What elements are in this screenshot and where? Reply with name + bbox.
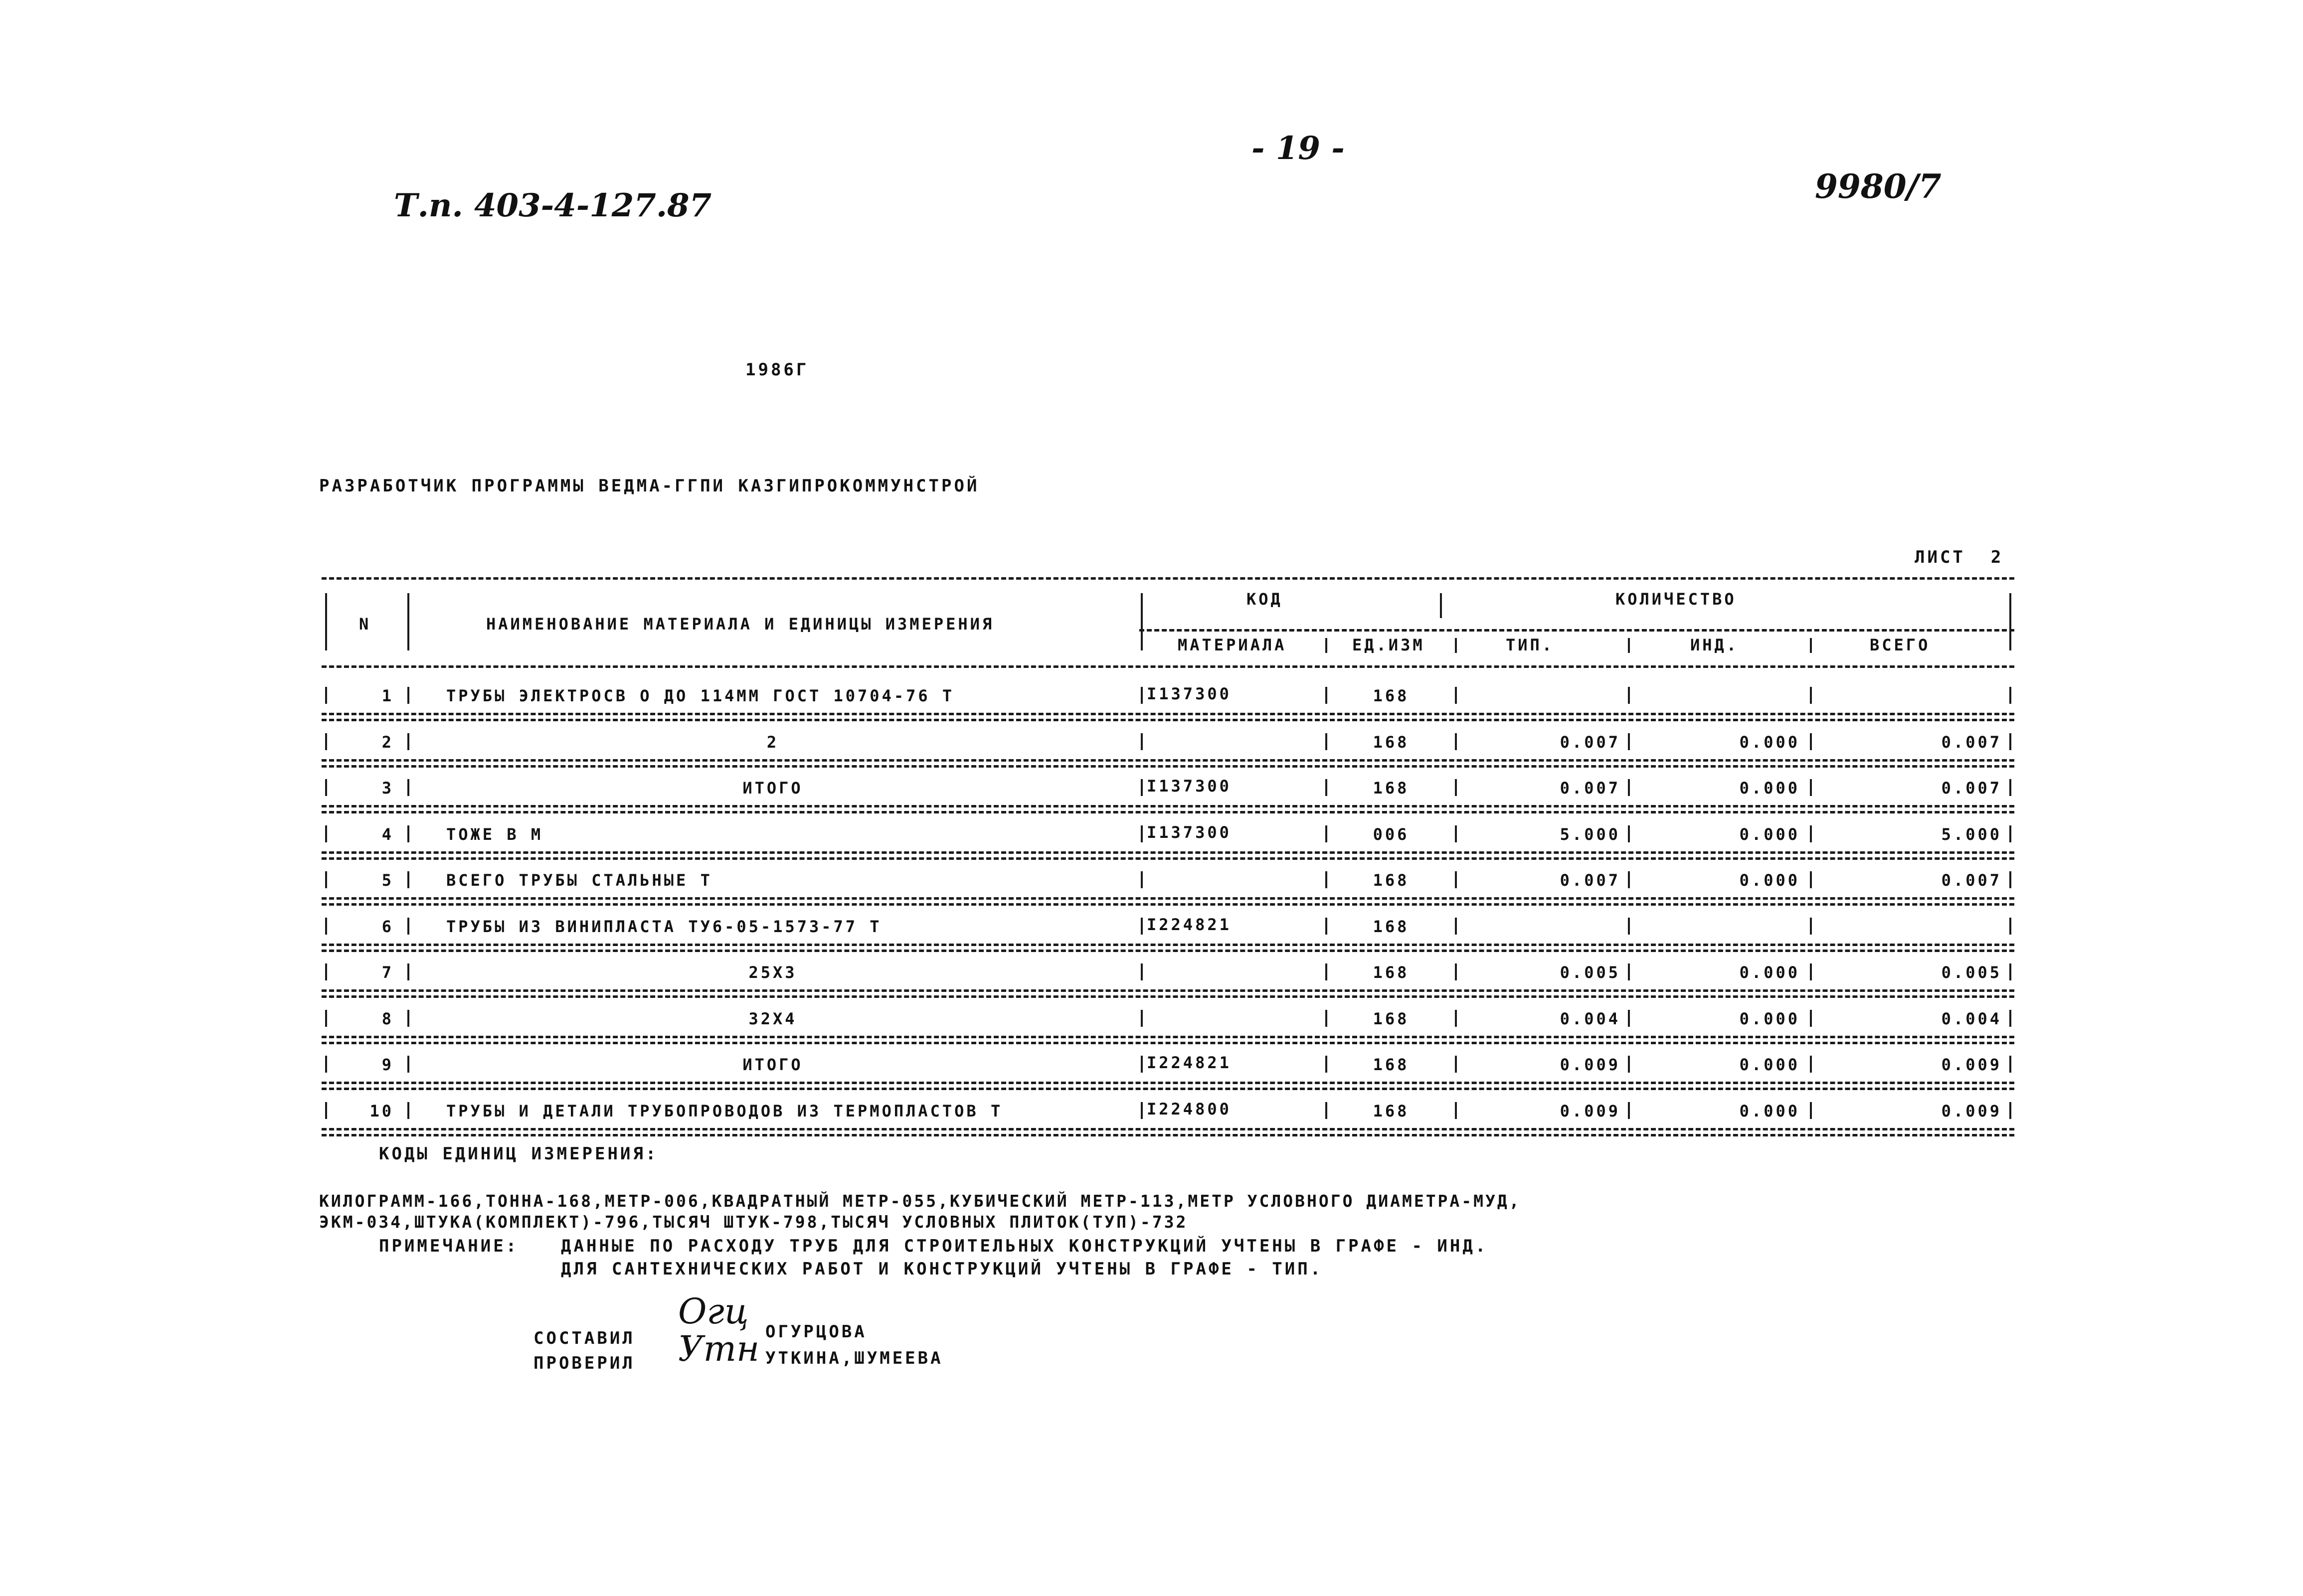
row-qty-total: 0.007	[1941, 732, 2002, 752]
row-separator	[1628, 1010, 1630, 1027]
row-separator	[2009, 1010, 2011, 1027]
row-separator	[1141, 963, 1143, 980]
row-number: 5	[381, 871, 394, 890]
row-separator	[1141, 687, 1143, 704]
row-separator	[1628, 963, 1630, 980]
row-unit-code: 168	[1373, 917, 1410, 936]
row-qty-ind: 0.000	[1739, 963, 1800, 982]
row-rule	[322, 1134, 2014, 1136]
col-code-unit-header: ЕД.ИЗМ	[1352, 636, 1425, 654]
row-separator	[1141, 918, 1143, 935]
col-n-header: N	[359, 615, 371, 634]
row-separator	[1628, 918, 1630, 935]
units-title: КОДЫ ЕДИНИЦ ИЗМЕРЕНИЯ:	[379, 1144, 659, 1164]
row-rule	[322, 1128, 2014, 1130]
row-number: 8	[381, 1009, 394, 1028]
header-rule	[1325, 638, 1327, 653]
units-line-1: КИЛОГРАММ-166,ТОННА-168,МЕТР-006,КВАДРАТНЫЙ МЕТР-055,КУБИЧЕСКИЙ МЕТР-113,МЕТР УСЛОВНОГО ДИАМЕТРА-МУД,	[319, 1191, 1521, 1211]
row-rule	[322, 765, 2014, 768]
row-separator	[2009, 825, 2011, 842]
row-qty-typ: 0.005	[1560, 963, 1620, 982]
row-rule	[322, 995, 2014, 998]
row-name: ТРУБЫ ИЗ ВИНИПЛАСТА ТУ6-05-1573-77 Т	[446, 917, 882, 936]
row-number: 1	[381, 686, 394, 705]
header-bottom-rule	[322, 665, 2014, 668]
row-separator	[407, 918, 409, 935]
row-separator	[1628, 687, 1630, 704]
row-material-code: I137300	[1147, 777, 1232, 796]
checked-signature: Утн	[678, 1328, 760, 1369]
row-qty-ind: 0.000	[1739, 779, 1800, 798]
row-separator	[325, 963, 327, 980]
row-name: 32Х4	[748, 1009, 797, 1028]
row-separator	[325, 1102, 327, 1119]
row-separator	[1810, 1056, 1812, 1073]
row-separator	[1455, 918, 1457, 935]
row-unit-code: 168	[1373, 1055, 1410, 1074]
checked-label: ПРОВЕРИЛ	[533, 1353, 635, 1373]
row-separator	[1628, 825, 1630, 842]
row-number: 7	[381, 963, 394, 982]
row-separator	[1141, 733, 1143, 750]
row-separator	[1141, 779, 1143, 796]
row-qty-total: 0.009	[1941, 1055, 2002, 1074]
row-qty-ind: 0.000	[1739, 871, 1800, 890]
row-separator	[1455, 733, 1457, 750]
row-qty-total: 0.009	[1941, 1101, 2002, 1120]
row-qty-total: 0.007	[1941, 779, 2002, 798]
row-separator	[2009, 1102, 2011, 1119]
row-material-code: I137300	[1147, 684, 1232, 703]
row-separator	[1325, 1056, 1327, 1073]
row-separator	[2009, 779, 2011, 796]
row-separator	[1325, 687, 1327, 704]
row-rule	[322, 719, 2014, 721]
col-code-material-header: МАТЕРИАЛА	[1178, 636, 1287, 654]
row-name: ТРУБЫ ЭЛЕКТРОСВ О ДО 114ММ ГОСТ 10704-76 Т	[446, 686, 955, 705]
row-qty-typ: 0.004	[1560, 1009, 1620, 1028]
col-qty-ind-header: ИНД.	[1690, 636, 1739, 654]
row-qty-ind: 0.000	[1739, 732, 1800, 752]
row-separator	[1325, 779, 1327, 796]
row-rule	[322, 805, 2014, 807]
row-separator	[1455, 779, 1457, 796]
row-separator	[1810, 1102, 1812, 1119]
row-rule	[322, 1036, 2014, 1038]
row-number: 3	[381, 779, 394, 798]
row-rule	[322, 944, 2014, 946]
row-separator	[1628, 871, 1630, 888]
row-qty-typ: 5.000	[1560, 824, 1620, 844]
row-name: ИТОГО	[742, 1055, 803, 1074]
row-number: 4	[381, 824, 394, 844]
row-qty-total: 0.005	[1941, 963, 2002, 982]
row-separator	[1455, 1056, 1457, 1073]
row-separator	[407, 871, 409, 888]
row-qty-ind: 0.000	[1739, 1055, 1800, 1074]
row-unit-code: 168	[1373, 871, 1410, 890]
row-name: ТОЖЕ В М	[446, 824, 543, 844]
year: 1986Г	[745, 360, 809, 380]
row-rule	[322, 897, 2014, 900]
row-rule	[322, 759, 2014, 762]
row-qty-typ: 0.007	[1560, 871, 1620, 890]
header-rule	[1141, 593, 1143, 650]
row-separator	[1810, 687, 1812, 704]
row-number: 6	[381, 917, 394, 936]
row-separator	[325, 733, 327, 750]
row-separator	[1810, 825, 1812, 842]
row-rule	[322, 713, 2014, 715]
row-separator	[2009, 918, 2011, 935]
sheet-label: ЛИСТ 2	[1915, 547, 2004, 567]
remark-line-2: ДЛЯ САНТЕХНИЧЕСКИХ РАБОТ И КОНСТРУКЦИЙ УЧТЕНЫ В ГРАФЕ - ТИП.	[561, 1259, 1323, 1279]
header-rule	[1810, 638, 1812, 653]
row-separator	[325, 825, 327, 842]
row-name: 2	[766, 732, 779, 752]
row-separator	[2009, 1056, 2011, 1073]
row-separator	[1141, 1102, 1143, 1119]
row-unit-code: 168	[1373, 732, 1410, 752]
row-separator	[1810, 918, 1812, 935]
row-number: 9	[381, 1055, 394, 1074]
row-separator	[1325, 963, 1327, 980]
row-rule	[322, 903, 2014, 906]
row-separator	[407, 733, 409, 750]
row-unit-code: 168	[1373, 779, 1410, 798]
row-separator	[407, 779, 409, 796]
col-qty-header: КОЛИЧЕСТВО	[1615, 590, 1737, 609]
row-unit-code: 168	[1373, 686, 1410, 705]
row-rule	[322, 989, 2014, 992]
row-separator	[2009, 871, 2011, 888]
row-separator	[2009, 733, 2011, 750]
row-rule	[322, 1082, 2014, 1084]
row-separator	[1325, 871, 1327, 888]
row-qty-typ: 0.009	[1560, 1055, 1620, 1074]
row-separator	[1628, 779, 1630, 796]
row-unit-code: 168	[1373, 1009, 1410, 1028]
row-separator	[325, 779, 327, 796]
col-name-header: НАИМЕНОВАНИЕ МАТЕРИАЛА И ЕДИНИЦЫ ИЗМЕРЕНИЯ	[486, 615, 995, 634]
header-rule	[407, 593, 409, 650]
row-unit-code: 168	[1373, 1101, 1410, 1120]
row-separator	[1628, 1102, 1630, 1119]
compiled-label: СОСТАВИЛ	[533, 1328, 635, 1348]
compiled-name: ОГУРЦОВА	[765, 1322, 867, 1342]
row-number: 10	[369, 1101, 394, 1120]
row-qty-typ: 0.007	[1560, 779, 1620, 798]
row-separator	[1628, 733, 1630, 750]
row-separator	[325, 1010, 327, 1027]
row-name: 25Х3	[748, 963, 797, 982]
units-line-2: ЭКМ-034,ШТУКА(КОМПЛЕКТ)-796,ТЫСЯЧ ШТУК-798,ТЫСЯЧ УСЛОВНЫХ ПЛИТОК(ТУП)-732	[319, 1212, 1188, 1232]
row-qty-typ: 0.007	[1560, 732, 1620, 752]
row-name: ТРУБЫ И ДЕТАЛИ ТРУБОПРОВОДОВ ИЗ ТЕРМОПЛАСТОВ Т	[446, 1101, 1003, 1120]
document-code: Т.п. 403-4-127.87	[394, 187, 712, 224]
header-rule	[1628, 638, 1630, 653]
row-separator	[1325, 733, 1327, 750]
table-top-rule	[322, 577, 2014, 580]
row-rule	[322, 851, 2014, 854]
row-qty-total: 0.007	[1941, 871, 2002, 890]
row-qty-ind: 0.000	[1739, 1009, 1800, 1028]
row-qty-total: 0.004	[1941, 1009, 2002, 1028]
row-separator	[1810, 779, 1812, 796]
row-rule	[322, 811, 2014, 813]
row-separator	[2009, 687, 2011, 704]
col-code-header: КОД	[1246, 590, 1283, 609]
row-material-code: I137300	[1147, 822, 1232, 842]
row-name: ВСЕГО ТРУБЫ СТАЛЬНЫЕ Т	[446, 871, 712, 890]
row-material-code: I224821	[1147, 1053, 1232, 1072]
row-number: 2	[381, 732, 394, 752]
row-separator	[2009, 963, 2011, 980]
col-qty-typ-header: ТИП.	[1506, 636, 1555, 654]
row-separator	[1455, 687, 1457, 704]
row-separator	[1325, 1010, 1327, 1027]
header-rule	[1455, 638, 1457, 653]
row-separator	[1325, 918, 1327, 935]
sheet-code: 9980/7	[1815, 167, 1942, 206]
header-rule	[2009, 593, 2011, 650]
row-separator	[1628, 1056, 1630, 1073]
row-separator	[1325, 1102, 1327, 1119]
row-separator	[325, 1056, 327, 1073]
header-rule	[325, 593, 327, 650]
row-separator	[1810, 963, 1812, 980]
row-qty-typ: 0.009	[1560, 1101, 1620, 1120]
row-separator	[1141, 871, 1143, 888]
row-rule	[322, 857, 2014, 860]
row-separator	[325, 918, 327, 935]
row-separator	[407, 1056, 409, 1073]
row-separator	[1810, 733, 1812, 750]
row-separator	[407, 963, 409, 980]
header-rule	[1440, 593, 1442, 618]
remark-label: ПРИМЕЧАНИЕ:	[379, 1236, 519, 1256]
developer-line: РАЗРАБОТЧИК ПРОГРАММЫ ВЕДМА-ГГПИ КАЗГИПРОКОММУНСТРОЙ	[319, 476, 980, 496]
row-name: ИТОГО	[742, 779, 803, 798]
row-separator	[407, 825, 409, 842]
row-separator	[1141, 1010, 1143, 1027]
row-separator	[407, 1010, 409, 1027]
row-rule	[322, 1088, 2014, 1090]
page-number: - 19 -	[1251, 130, 1345, 167]
row-material-code: I224800	[1147, 1099, 1232, 1118]
row-separator	[1810, 1010, 1812, 1027]
row-separator	[1325, 825, 1327, 842]
row-separator	[1141, 825, 1143, 842]
row-separator	[1141, 1056, 1143, 1073]
row-qty-total: 5.000	[1941, 824, 2002, 844]
row-unit-code: 168	[1373, 963, 1410, 982]
row-rule	[322, 1042, 2014, 1044]
checked-name: УТКИНА,ШУМЕЕВА	[765, 1348, 943, 1368]
row-separator	[325, 687, 327, 704]
row-qty-ind: 0.000	[1739, 824, 1800, 844]
row-separator	[1455, 825, 1457, 842]
row-separator	[1455, 871, 1457, 888]
row-separator	[1455, 1010, 1457, 1027]
row-material-code: I224821	[1147, 915, 1232, 934]
row-separator	[1455, 1102, 1457, 1119]
col-qty-total-header: ВСЕГО	[1870, 636, 1931, 654]
row-rule	[322, 950, 2014, 952]
row-separator	[407, 1102, 409, 1119]
row-separator	[325, 871, 327, 888]
compiled-signature: Огц	[678, 1291, 749, 1332]
row-separator	[407, 687, 409, 704]
header-mid-rule	[1139, 629, 2014, 632]
row-qty-ind: 0.000	[1739, 1101, 1800, 1120]
remark-line-1: ДАННЫЕ ПО РАСХОДУ ТРУБ ДЛЯ СТРОИТЕЛЬНЫХ КОНСТРУКЦИЙ УЧТЕНЫ В ГРАФЕ - ИНД.	[561, 1236, 1488, 1256]
row-separator	[1455, 963, 1457, 980]
row-unit-code: 006	[1373, 824, 1410, 844]
row-separator	[1810, 871, 1812, 888]
